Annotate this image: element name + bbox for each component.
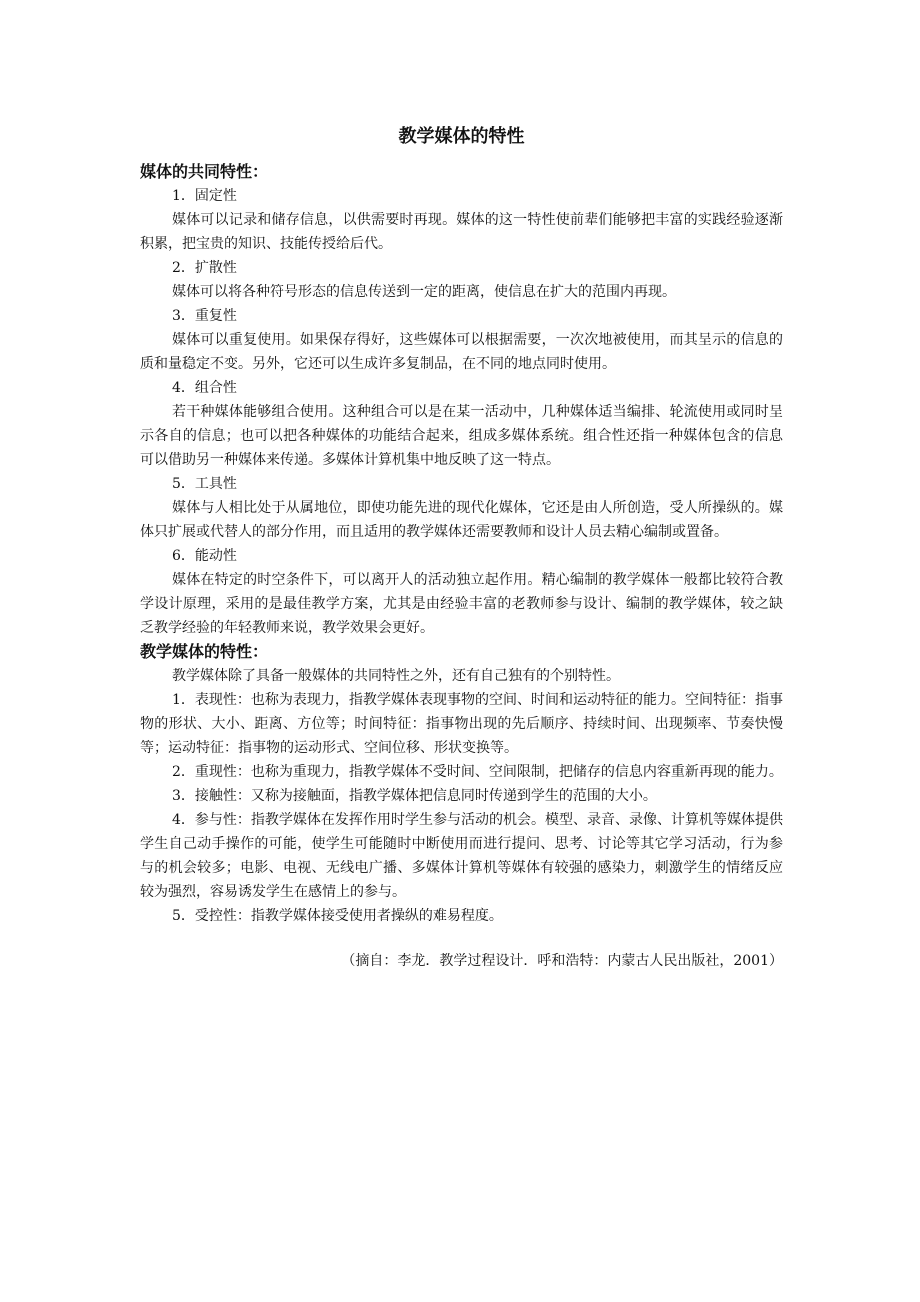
document-page [140, 122, 783, 973]
item-paragraph-initiative: 媒体在特定的时空条件下，可以离开人的活动独立起作用。精心编制的教学媒体一般都比较符合教学设计原理，采用的是最佳教学方案，尤其是由经验丰富的老教师参与设计、编制的教学媒体，较之缺乏教学经验的年轻教师来说，教学效果会更好。 [140, 572, 783, 636]
item-heading-repeatability: 3．重复性 [172, 308, 237, 324]
section2-paragraph-expressiveness: 1．表现性：也称为表现力，指教学媒体表现事物的空间、时间和运动特征的能力。空间特征：指事物的形状、大小、距离、方位等；时间特征：指事物出现的先后顺序、持续时间、出现频率、节奏快慢等；运动特征：指事物的运动形式、空间位移、形状变换等。 [140, 692, 783, 756]
section2-paragraph-participation: 4．参与性：指教学媒体在发挥作用时学生参与活动的机会。模型、录音、录像、计算机等媒体提供学生自己动手操作的可能，使学生可能随时中断使用而进行提问、思考、讨论等其它学习活动，行为参与的机会较多；电影、电视、无线电广播、多媒体计算机等媒体有较强的感染力，刺激学生的情绪反应较为强烈，容易诱发学生在感情上的参与。 [140, 812, 783, 900]
item-paragraph-combinability: 若干种媒体能够组合使用。这种组合可以是在某一活动中，几种媒体适当编排、轮流使用或同时呈示各自的信息；也可以把各种媒体的功能结合起来，组成多媒体系统。组合性还指一种媒体包含的信息可以借助另一种媒体来传递。多媒体计算机集中地反映了这一特点。 [140, 404, 783, 468]
item-paragraph-instrumentality: 媒体与人相比处于从属地位，即使功能先进的现代化媒体，它还是由人所创造，受人所操纵的。媒体只扩展或代替人的部分作用，而且适用的教学媒体还需要教师和设计人员去精心编制或置备。 [140, 500, 783, 540]
item-paragraph-repeatability: 媒体可以重复使用。如果保存得好，这些媒体可以根据需要，一次次地被使用，而其呈示的信息的质和量稳定不变。另外，它还可以生成许多复制品，在不同的地点同时使用。 [140, 332, 783, 372]
item-heading-diffusion: 2．扩散性 [172, 260, 237, 276]
item-heading-fixity: 1．固定性 [172, 188, 237, 204]
item-heading-instrumentality: 5．工具性 [172, 476, 237, 492]
section-heading-teaching-media-properties: 教学媒体的特性： [140, 642, 269, 661]
section-heading-common-properties: 媒体的共同特性： [140, 162, 269, 181]
section2-intro-paragraph: 教学媒体除了具备一般媒体的共同特性之外，还有自己独有的个别特性。 [172, 668, 620, 684]
item-paragraph-fixity: 媒体可以记录和储存信息，以供需要时再现。媒体的这一特性使前辈们能够把丰富的实践经验逐渐积累，把宝贵的知识、技能传授给后代。 [140, 212, 783, 252]
item-heading-initiative: 6．能动性 [172, 548, 237, 564]
document-title: 教学媒体的特性 [398, 126, 525, 147]
section2-paragraph-controllability: 5．受控性：指教学媒体接受使用者操纵的难易程度。 [172, 908, 503, 924]
item-paragraph-diffusion: 媒体可以将各种符号形态的信息传送到一定的距离，使信息在扩大的范围内再现。 [172, 284, 676, 300]
section2-paragraph-contact: 3．接触性：又称为接触面，指教学媒体把信息同时传递到学生的范围的大小。 [172, 788, 657, 804]
section2-paragraph-reproducibility: 2．重现性：也称为重现力，指教学媒体不受时间、空间限制，把储存的信息内容重新再现的能力。 [172, 764, 783, 780]
item-heading-combinability: 4．组合性 [172, 380, 237, 396]
source-citation: （摘自：李龙．教学过程设计．呼和浩特：内蒙古人民出版社，2001） [341, 953, 783, 969]
